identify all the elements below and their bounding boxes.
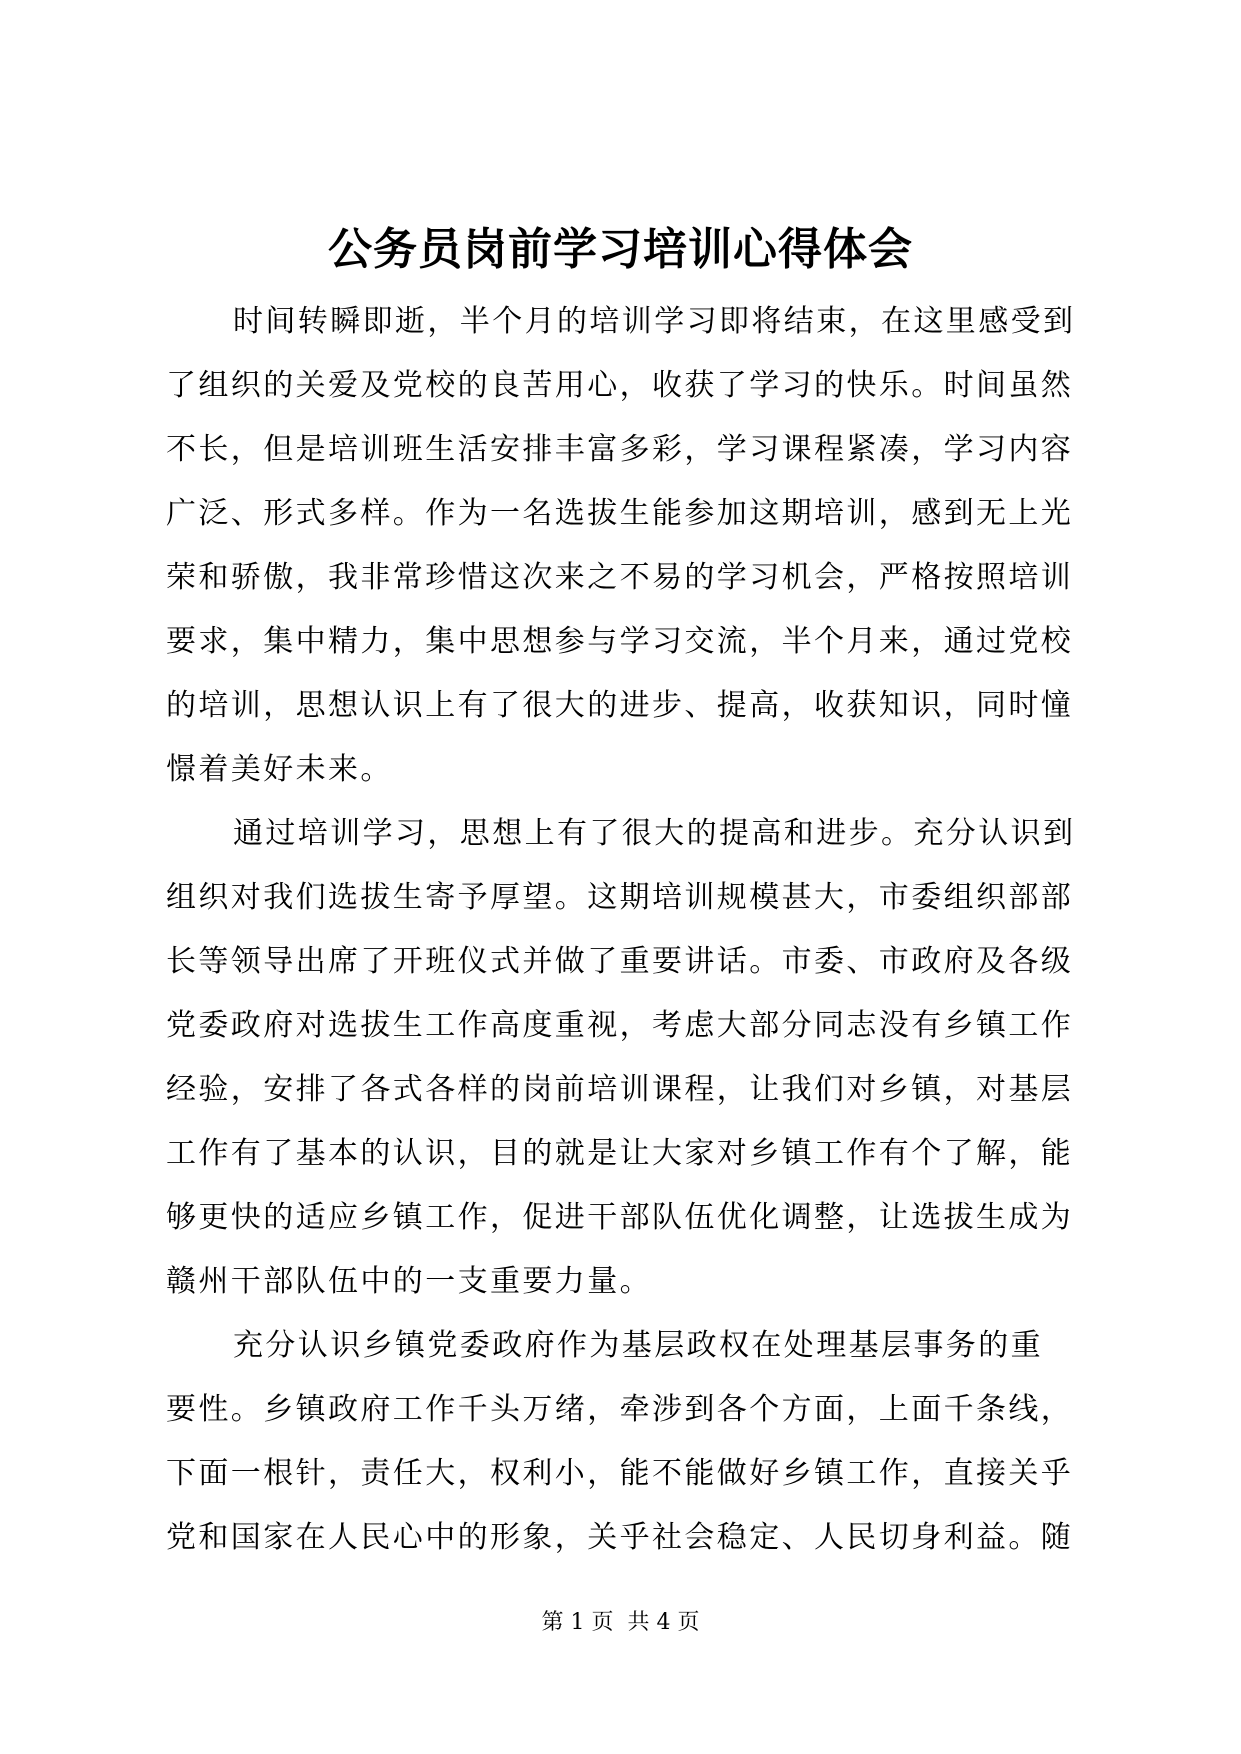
- text-line: 下面一根针，责任大，权利小，能不能做好乡镇工作，直接关乎: [166, 1456, 1074, 1491]
- document-title: 公务员岗前学习培训心得体会: [328, 224, 913, 275]
- text-line: 通过培训学习，思想上有了很大的提高和进步。充分认识到: [233, 816, 1076, 851]
- text-line: 荣和骄傲，我非常珍惜这次来之不易的学习机会，严格按照培训: [166, 560, 1074, 595]
- text-line: 要性。乡镇政府工作千头万绪，牵涉到各个方面，上面千条线，: [166, 1392, 1074, 1427]
- text-line: 了组织的关爱及党校的良苦用心，收获了学习的快乐。时间虽然: [166, 368, 1074, 403]
- text-line: 时间转瞬即逝，半个月的培训学习即将结束，在这里感受到: [233, 304, 1076, 339]
- text-line: 憬着美好未来。: [166, 752, 393, 787]
- page-number-label: 第 1 页 共 4 页: [541, 1610, 700, 1635]
- text-line: 够更快的适应乡镇工作，促进干部队伍优化调整，让选拔生成为: [166, 1200, 1074, 1235]
- page-footer: [0, 1608, 1241, 1638]
- text-line: 广泛、形式多样。作为一名选拔生能参加这期培训，感到无上光: [166, 496, 1074, 531]
- text-line: 长等领导出席了开班仪式并做了重要讲话。市委、市政府及各级: [166, 944, 1074, 979]
- document-body: [166, 290, 1078, 1570]
- text-line: 充分认识乡镇党委政府作为基层政权在处理基层事务的重: [233, 1328, 1043, 1363]
- text-line: 工作有了基本的认识，目的就是让大家对乡镇工作有个了解，能: [166, 1136, 1074, 1171]
- text-line: 组织对我们选拔生寄予厚望。这期培训规模甚大，市委组织部部: [166, 880, 1074, 915]
- text-line: 赣州干部队伍中的一支重要力量。: [166, 1264, 652, 1299]
- text-line: 的培训，思想认识上有了很大的进步、提高，收获知识，同时憧: [166, 688, 1074, 723]
- text-line: 要求，集中精力，集中思想参与学习交流，半个月来，通过党校: [166, 624, 1074, 659]
- text-line: 党和国家在人民心中的形象，关乎社会稳定、人民切身利益。随: [166, 1520, 1074, 1555]
- text-line: 不长，但是培训班生活安排丰富多彩，学习课程紧凑，学习内容: [166, 432, 1074, 467]
- text-line: 党委政府对选拔生工作高度重视，考虑大部分同志没有乡镇工作: [166, 1008, 1074, 1043]
- text-line: 经验，安排了各式各样的岗前培训课程，让我们对乡镇，对基层: [166, 1072, 1074, 1107]
